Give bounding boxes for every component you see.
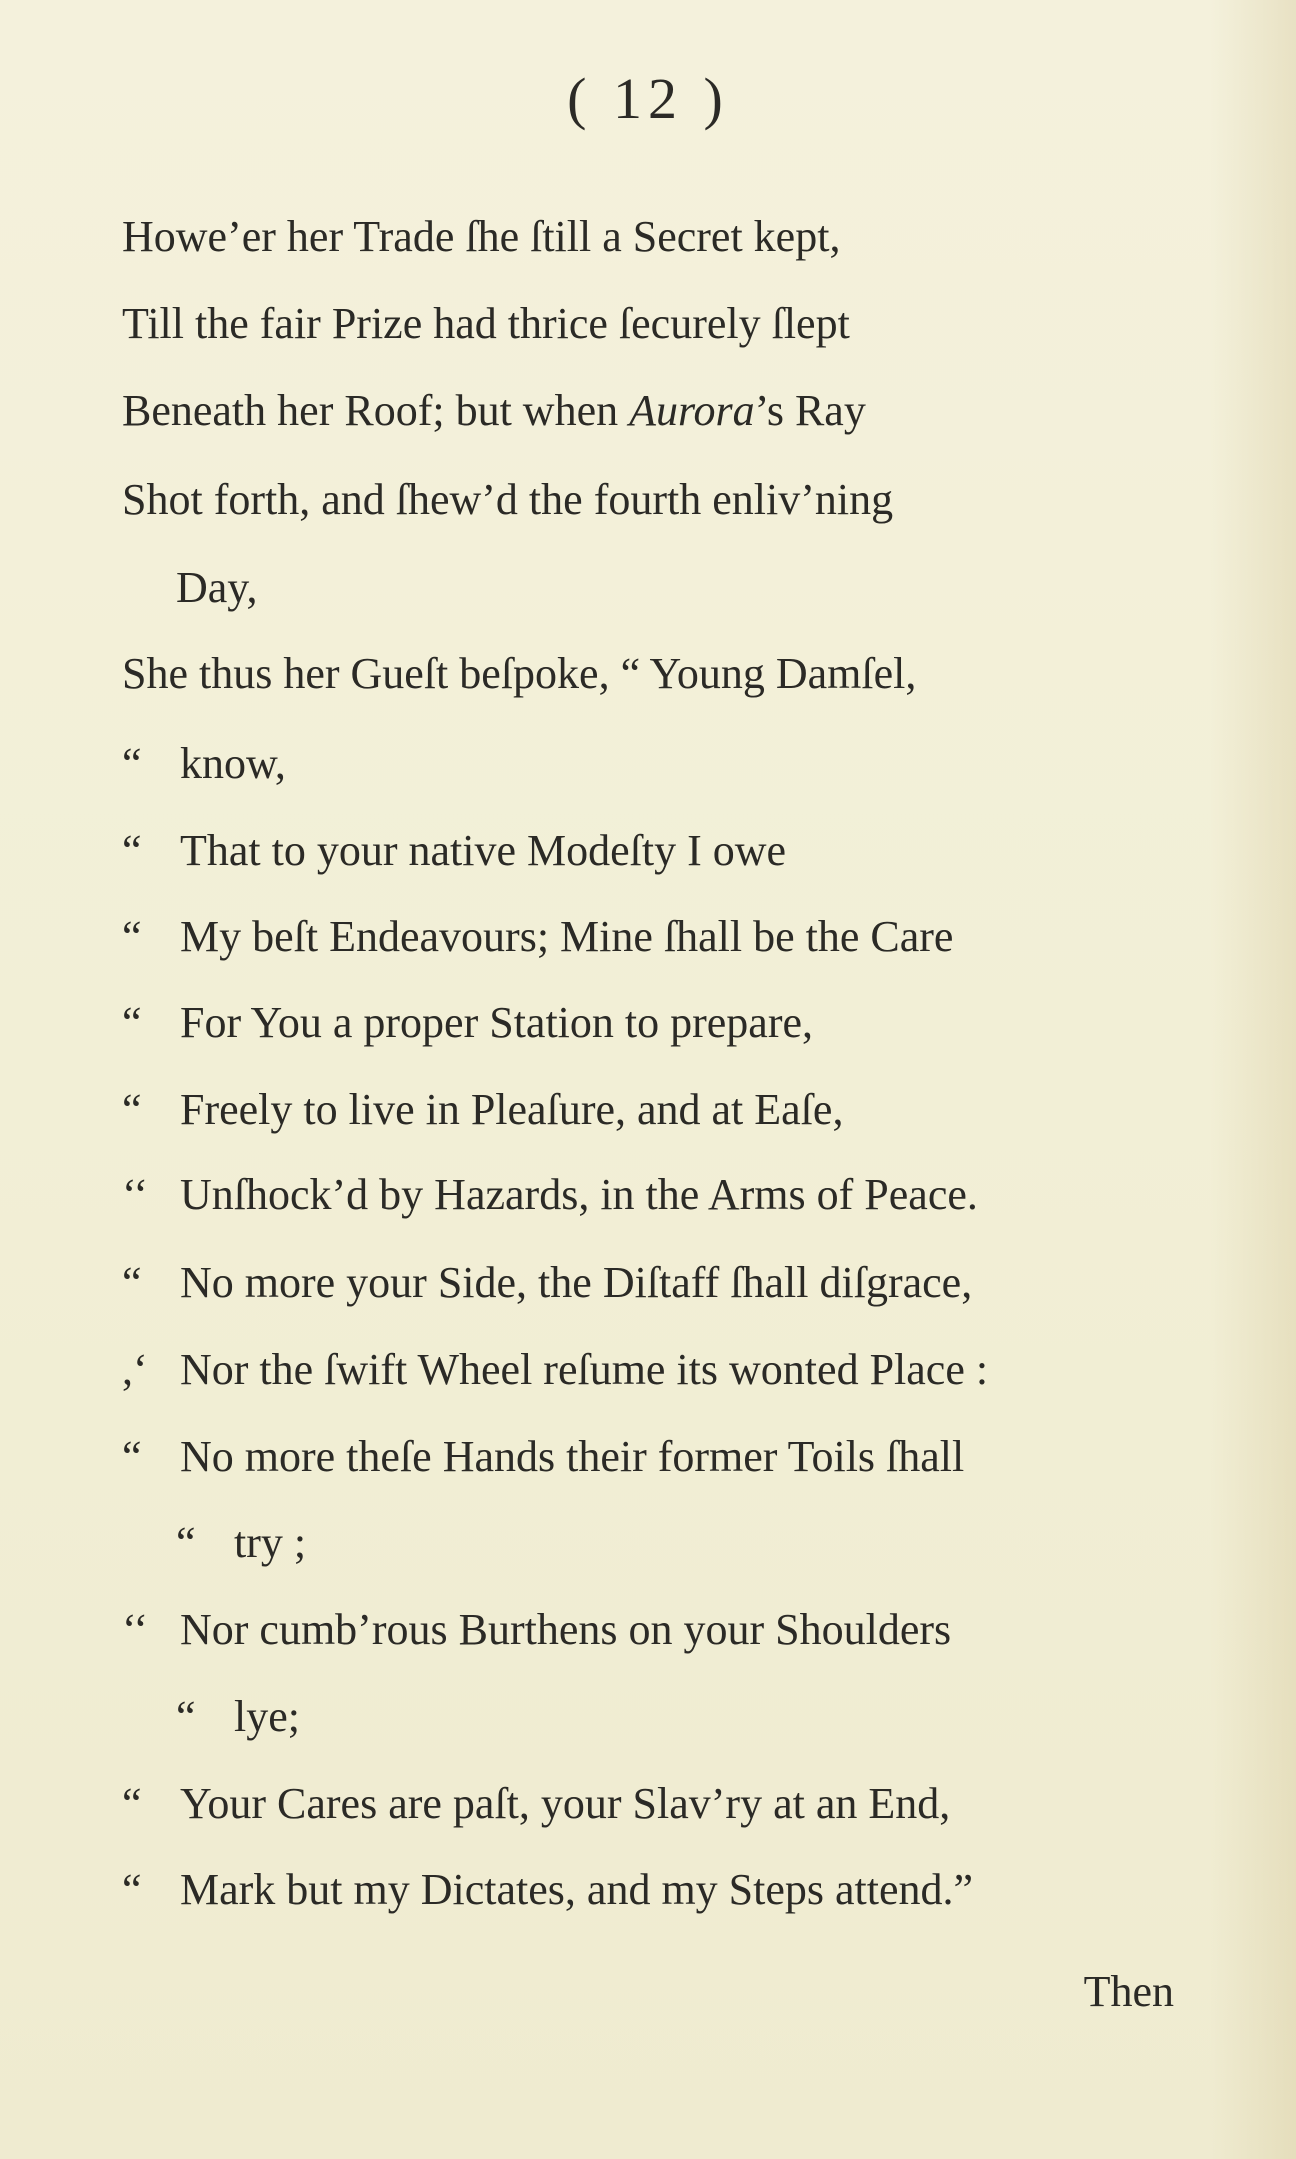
verse-line-text: That to your native Modeſty I owe	[180, 826, 787, 875]
verse-line-text: lye;	[234, 1692, 300, 1741]
verse-line-text: know,	[180, 739, 286, 788]
verse-line-7	[122, 912, 954, 961]
verse-line-text: No more theſe Hands their former Toils ſhall	[180, 1432, 965, 1481]
verse-line-text: For You a proper Station to prepare,	[180, 998, 814, 1047]
verse-line-4-continuation: Day,	[176, 563, 258, 612]
verse-line-15	[122, 1779, 951, 1828]
catchword: Then	[1083, 1967, 1174, 2016]
quote-mark: ‘‘	[122, 1170, 149, 1219]
quote-mark: ‘‘	[122, 1605, 149, 1654]
verse-line-text: Mark but my Dictates, and my Steps attend.”	[180, 1865, 974, 1914]
verse-line-8	[122, 998, 814, 1047]
quote-mark: “	[122, 739, 142, 788]
quote-mark: “	[122, 912, 142, 961]
verse-line-3-name: Aurora	[629, 386, 755, 435]
verse-line-3	[122, 386, 866, 435]
verse-line-16	[122, 1865, 974, 1914]
verse-line-text: Your Cares are paſt, your Slav’ry at an End,	[180, 1779, 951, 1828]
verse-line-text: Nor cumb’rous Burthens on your Shoulders	[180, 1605, 952, 1654]
verse-line-14-continuation	[176, 1692, 300, 1741]
verse-line-3-end: ’s Ray	[754, 386, 866, 435]
verse-line-text: Unſhock’d by Hazards, in the Arms of Peace.	[180, 1170, 978, 1219]
verse-line-12	[122, 1345, 989, 1394]
verse-line-13	[122, 1432, 965, 1481]
verse-line-10	[122, 1170, 978, 1219]
verse-line-2: Till the fair Prize had thrice ſecurely ſlept	[122, 299, 850, 348]
verse-line-6	[122, 826, 787, 875]
quote-mark: “	[122, 1258, 142, 1307]
quote-mark: “	[122, 826, 142, 875]
verse-line-text: Nor the ſwift Wheel reſume its wonted Place :	[180, 1345, 989, 1394]
quote-mark: “	[122, 998, 142, 1047]
verse-line-5: She thus her Gueſt beſpoke, “ Young Damſel,	[122, 649, 917, 698]
verse-line-4: Shot forth, and ſhew’d the fourth enliv’ning	[122, 475, 894, 524]
quote-mark: “	[176, 1692, 196, 1741]
verse-line-14	[122, 1605, 952, 1654]
verse-line-text: Freely to live in Pleaſure, and at Eaſe,	[180, 1085, 844, 1134]
quote-mark: “	[122, 1865, 142, 1914]
quote-mark: “	[122, 1779, 142, 1828]
verse-line-3-start: Beneath her Roof; but when	[122, 386, 630, 435]
verse-line-5-continuation	[122, 739, 286, 788]
verse-line-9	[122, 1085, 844, 1134]
verse-line-text: My beſt Endeavours; Mine ſhall be the Care	[180, 912, 954, 961]
verse-line-text: No more your Side, the Diſtaff ſhall diſgrace,	[180, 1258, 973, 1307]
quote-mark: “	[122, 1085, 142, 1134]
verse-line-text: try ;	[234, 1518, 307, 1567]
verse-line-1: Howe’er her Trade ſhe ſtill a Secret kept,	[122, 212, 841, 261]
verse-line-13-continuation	[176, 1518, 307, 1567]
quote-mark: “	[176, 1518, 196, 1567]
page-number: ( 12 )	[567, 66, 729, 131]
quote-mark: “	[122, 1432, 142, 1481]
verse-line-11	[122, 1258, 973, 1307]
quote-mark: ,‘	[122, 1345, 148, 1394]
